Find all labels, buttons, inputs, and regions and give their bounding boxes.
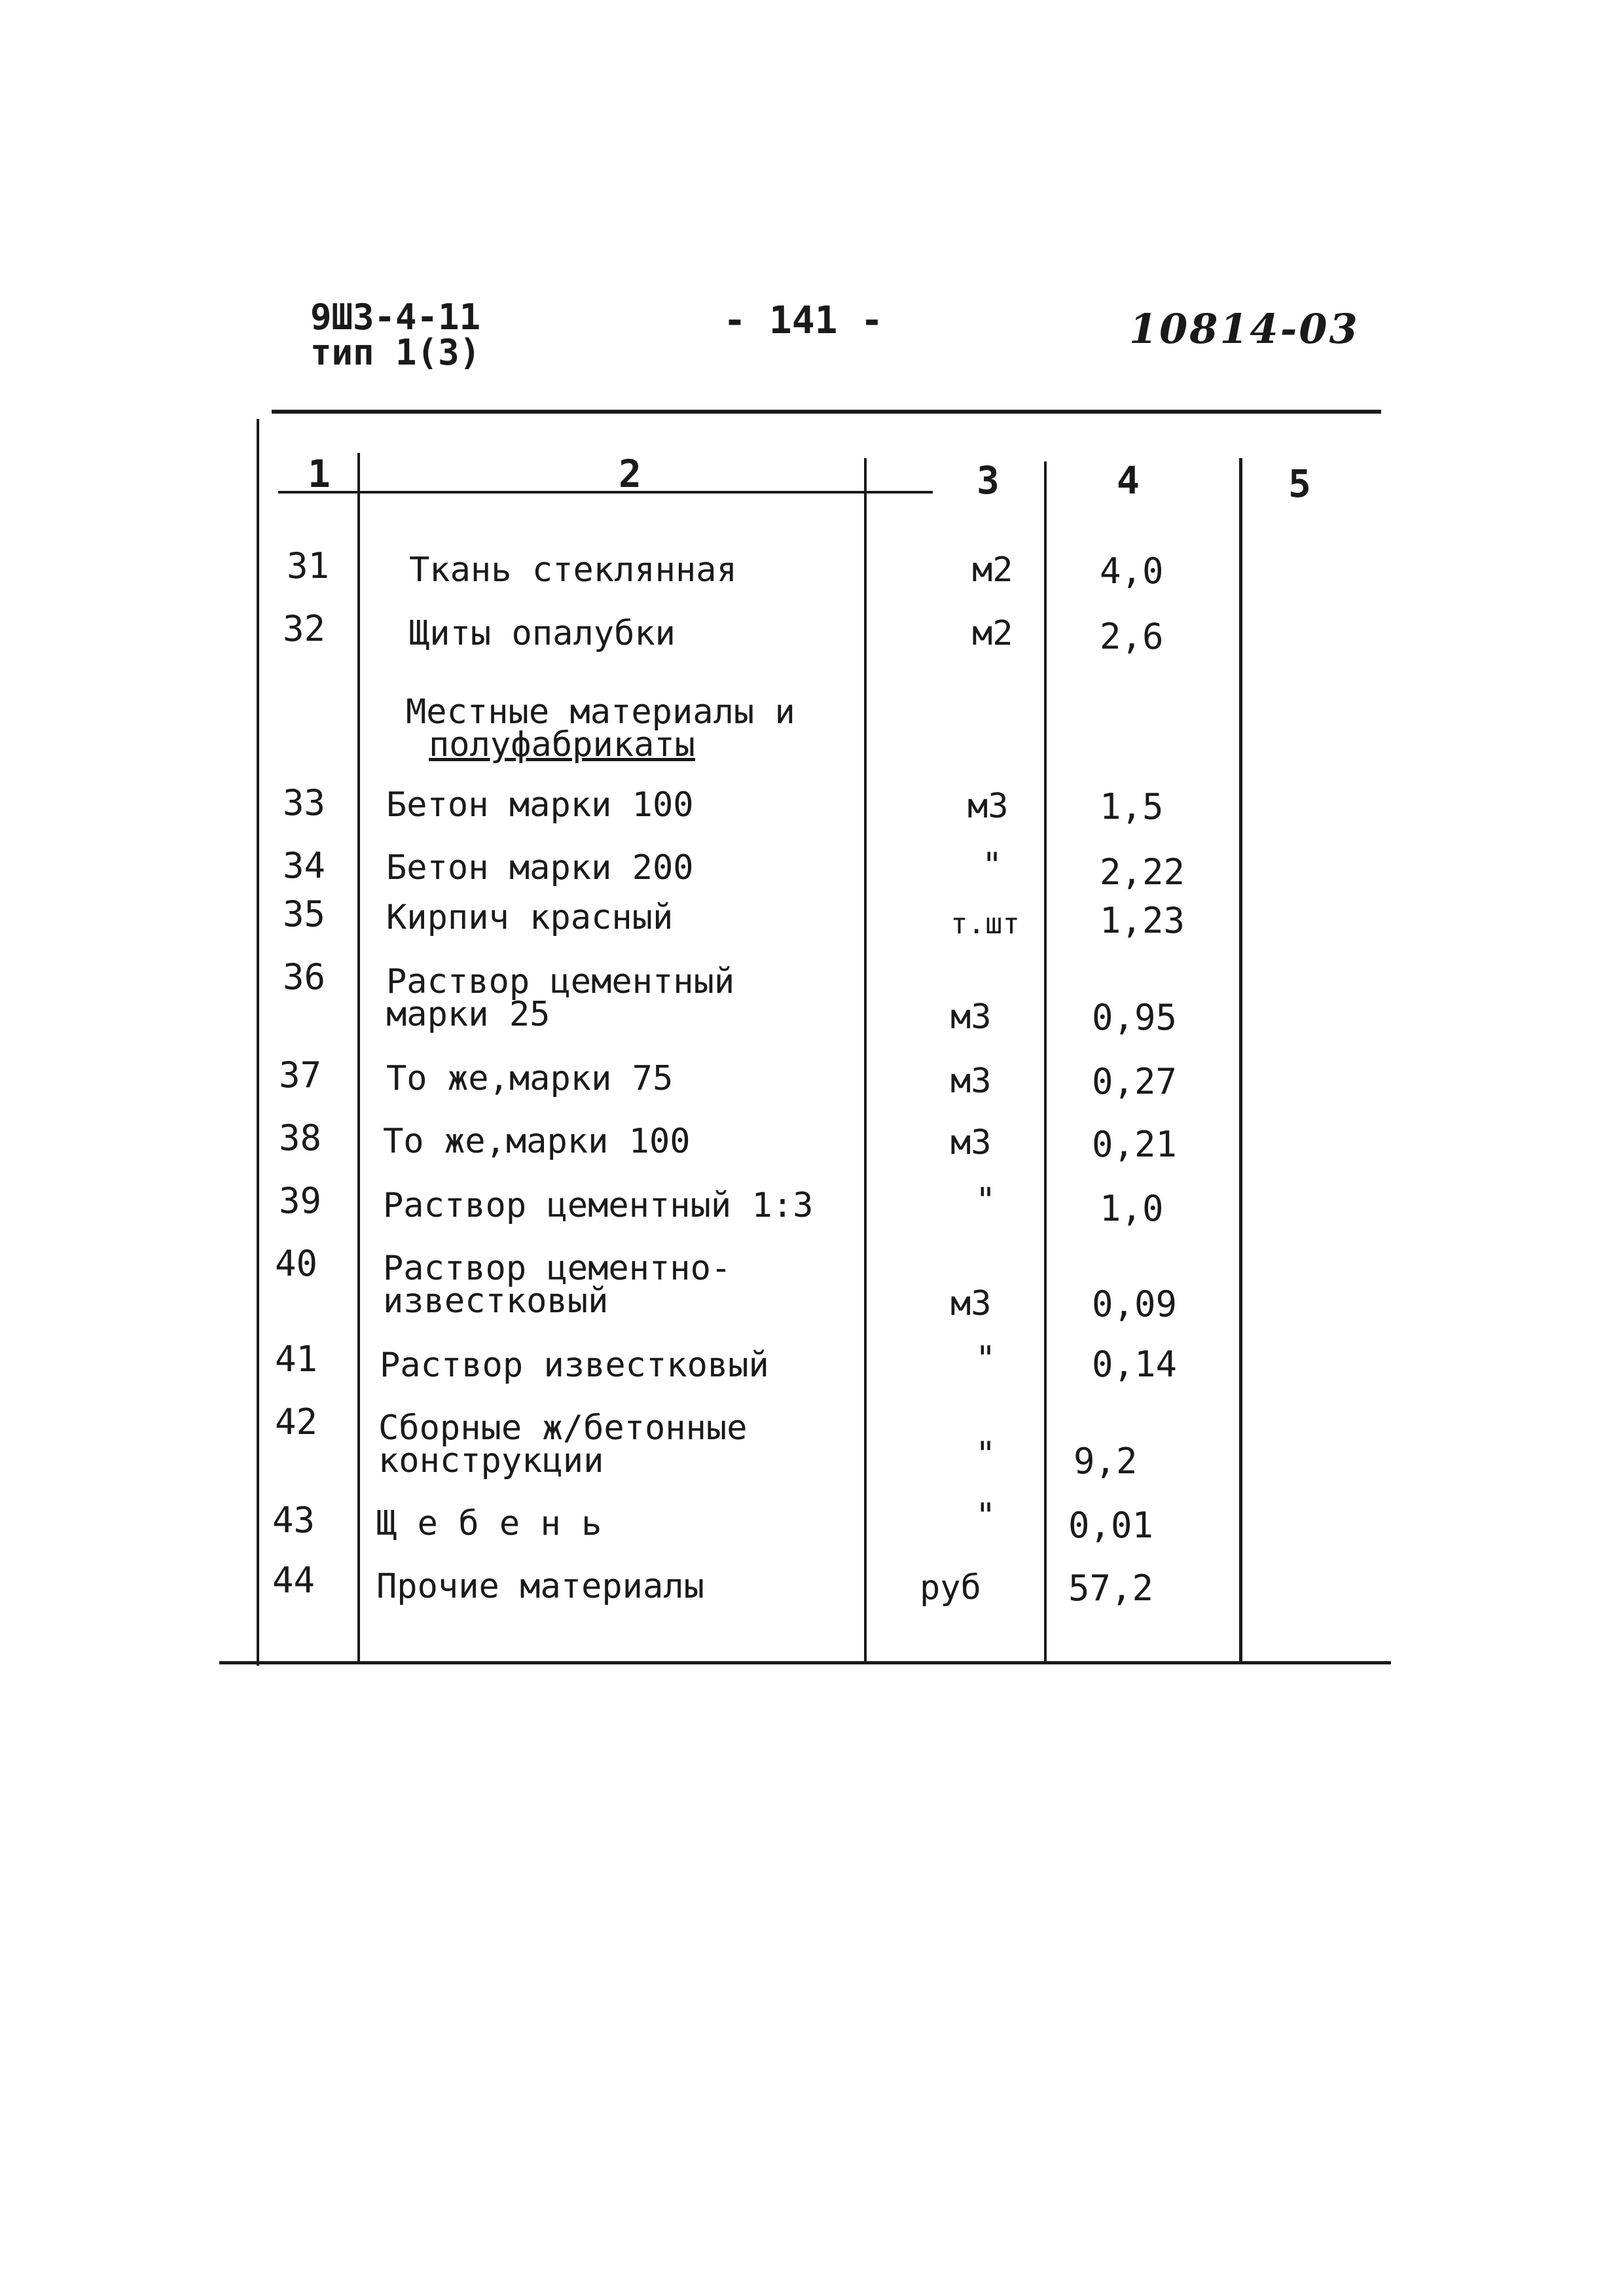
quantity: 57,2 bbox=[1068, 1568, 1154, 1609]
quantity: 0,95 bbox=[1092, 997, 1178, 1038]
unit: м3 bbox=[950, 1062, 992, 1101]
table-left-border bbox=[257, 419, 259, 1666]
quantity: 1,5 bbox=[1100, 786, 1164, 827]
unit: руб bbox=[920, 1568, 981, 1607]
row-number: 40 bbox=[275, 1243, 318, 1284]
material-name: Щ е б е н ь bbox=[376, 1504, 602, 1543]
document-code: 9ШЗ-4-11 bbox=[310, 296, 481, 338]
unit: " bbox=[975, 1181, 996, 1220]
material-name-continued: конструкции bbox=[378, 1441, 604, 1480]
column-header-3: 3 bbox=[977, 458, 1000, 503]
material-name: Щиты опалубки bbox=[409, 614, 676, 653]
quantity: 2,6 bbox=[1100, 616, 1164, 657]
material-name: Бетон марки 100 bbox=[386, 785, 694, 825]
row-number: 38 bbox=[279, 1117, 322, 1158]
unit: м3 bbox=[967, 787, 1009, 826]
column-header-2: 2 bbox=[619, 452, 641, 496]
column-divider-2 bbox=[864, 458, 867, 1662]
quantity: 2,22 bbox=[1100, 852, 1185, 893]
material-name: Раствор цементный bbox=[386, 962, 735, 1001]
material-name: То же,марки 75 bbox=[386, 1059, 674, 1098]
unit: м3 bbox=[950, 1284, 992, 1323]
material-name: Раствор известковый bbox=[380, 1346, 769, 1385]
material-name: Сборные ж/бетонные bbox=[378, 1408, 748, 1448]
row-number: 43 bbox=[272, 1499, 316, 1541]
quantity: 4,0 bbox=[1100, 550, 1164, 592]
row-number: 39 bbox=[279, 1180, 322, 1221]
row-number: 35 bbox=[283, 893, 326, 935]
row-number: 34 bbox=[283, 845, 326, 886]
quantity: 0,27 bbox=[1092, 1061, 1178, 1102]
unit: м2 bbox=[972, 614, 1013, 653]
column-header-4: 4 bbox=[1117, 458, 1140, 503]
material-name: Прочие материалы bbox=[376, 1567, 704, 1606]
table-bottom-rule bbox=[219, 1661, 1391, 1664]
material-name: То же,марки 100 bbox=[383, 1122, 691, 1161]
unit: " bbox=[975, 1496, 996, 1535]
row-number: 42 bbox=[275, 1401, 318, 1443]
material-name-continued: марки 25 bbox=[386, 995, 550, 1034]
quantity: 1,0 bbox=[1100, 1188, 1164, 1229]
material-name: Кирпич красный bbox=[386, 898, 674, 937]
material-name: Бетон марки 200 bbox=[386, 848, 694, 888]
unit: м3 bbox=[950, 997, 992, 1037]
unit: т.шт bbox=[950, 907, 1020, 941]
quantity: 0,09 bbox=[1092, 1283, 1178, 1325]
quantity: 0,14 bbox=[1092, 1344, 1178, 1385]
column-header-1: 1 bbox=[308, 452, 331, 496]
row-number: 41 bbox=[275, 1338, 318, 1380]
column-divider-3 bbox=[1044, 461, 1047, 1662]
column-header-5: 5 bbox=[1288, 461, 1311, 506]
page-number: - 141 - bbox=[723, 298, 884, 342]
material-name-continued: известковый bbox=[383, 1282, 609, 1321]
column-divider-4 bbox=[1239, 458, 1242, 1662]
row-number: 32 bbox=[283, 608, 326, 649]
unit: " bbox=[975, 1339, 996, 1378]
handwritten-reference: 10814-03 bbox=[1129, 305, 1360, 353]
unit: м2 bbox=[972, 550, 1013, 590]
row-number: 36 bbox=[283, 956, 326, 997]
section-heading-continued: полуфабрикаты bbox=[429, 725, 695, 764]
quantity: 0,01 bbox=[1068, 1505, 1154, 1546]
material-name: Ткань стеклянная bbox=[409, 550, 737, 590]
quantity: 9,2 bbox=[1074, 1441, 1138, 1482]
row-number: 31 bbox=[287, 545, 330, 586]
section-heading: Местные материалы и bbox=[406, 692, 795, 732]
table-top-rule bbox=[272, 410, 1381, 414]
document-type: тип 1(3) bbox=[310, 332, 481, 373]
row-number: 37 bbox=[279, 1054, 322, 1096]
quantity: 0,21 bbox=[1092, 1124, 1178, 1165]
row-number: 44 bbox=[272, 1560, 316, 1601]
header-underline bbox=[278, 491, 933, 493]
unit: " bbox=[982, 846, 1003, 885]
material-name: Раствор цементно- bbox=[383, 1249, 732, 1288]
column-divider-1 bbox=[357, 453, 360, 1664]
unit: м3 bbox=[950, 1123, 992, 1162]
row-number: 33 bbox=[283, 782, 326, 823]
quantity: 1,23 bbox=[1100, 900, 1185, 941]
unit: " bbox=[975, 1435, 996, 1474]
material-name: Раствор цементный 1:3 bbox=[383, 1186, 814, 1225]
